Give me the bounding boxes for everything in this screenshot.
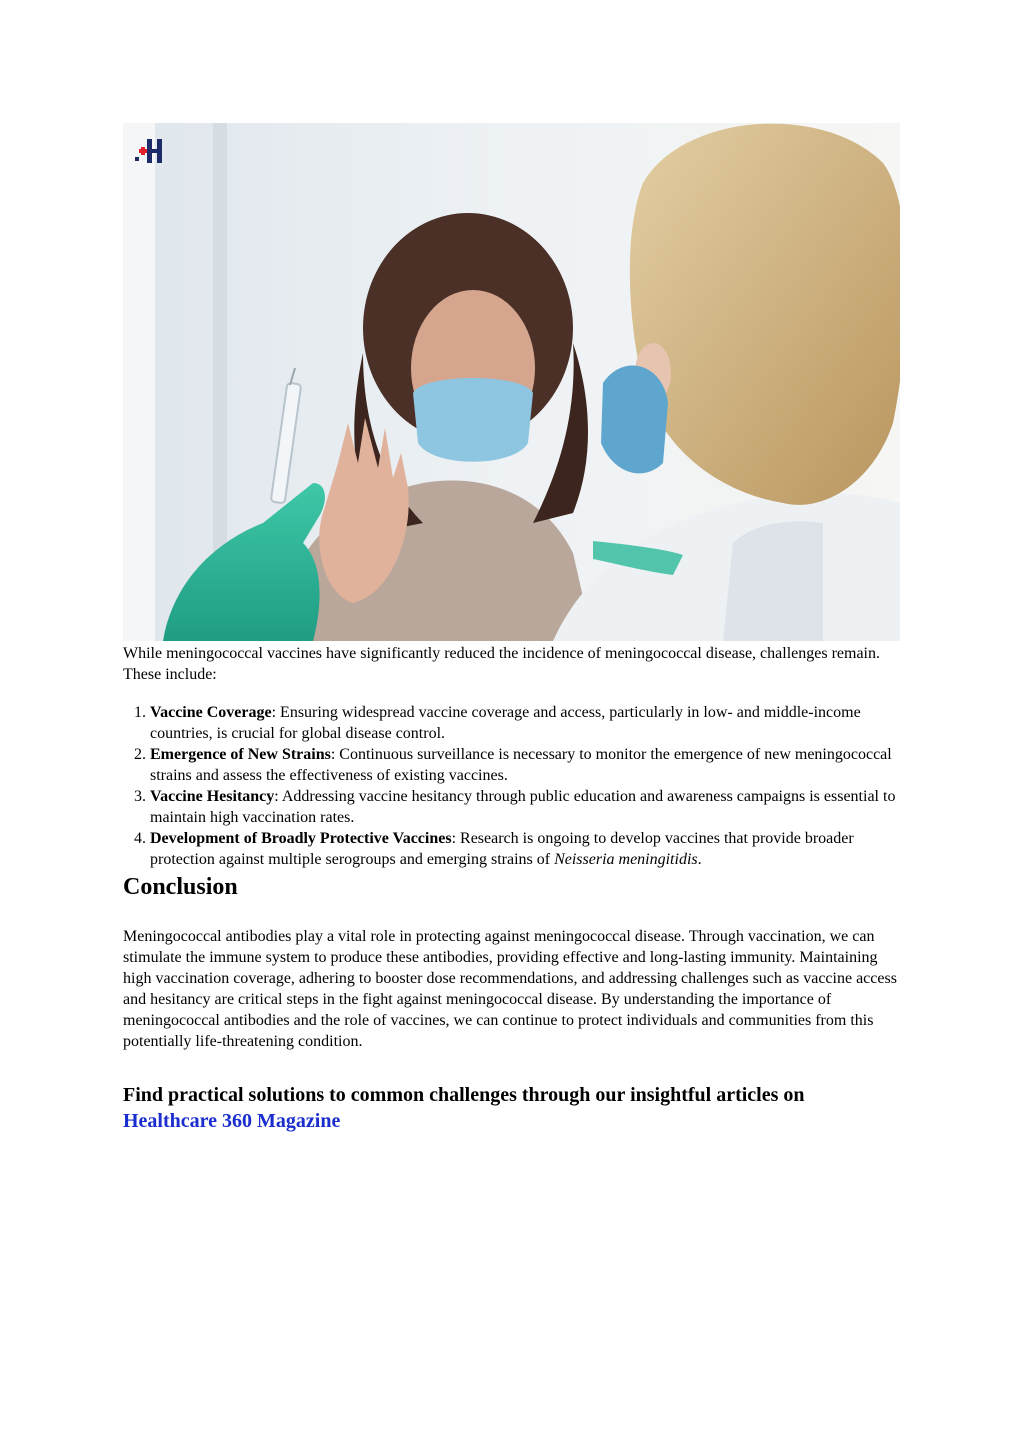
challenge-title: Development of Broadly Protective Vaccines	[150, 830, 452, 847]
healthcare-360-logo-icon	[133, 135, 165, 167]
photo-illustration	[123, 123, 900, 641]
challenge-text: : Ensuring widespread vaccine coverage and access, particularly in low- and middle-income countries, is crucial for global disease control.	[150, 704, 861, 742]
challenge-title: Emergence of New Strains	[150, 746, 331, 763]
challenge-title: Vaccine Coverage	[150, 704, 272, 721]
challenge-text: : Continuous surveillance is necessary to monitor the emergence of new meningococcal strains and assess the effectiveness of existing vaccines.	[150, 746, 892, 784]
cta-paragraph	[123, 1082, 903, 1134]
list-item	[150, 702, 903, 744]
document-page	[123, 123, 903, 1134]
conclusion-paragraph: Meningococcal antibodies play a vital role in protecting against meningococcal disease. Through vaccination, we can stimulate the immune system to produce these antibodies, providing effective and long-lasting immunity. Maintaining high vaccination coverage, adhering to booster dose recommendations, and addressing challenges such as vaccine access and hesitancy are critical steps in the fight against meningococcal disease. By understanding the importance of meningococcal antibodies and the role of vaccines, we can continue to protect individuals and communities from this potentially life-threatening condition.	[123, 928, 897, 1050]
challenge-title: Vaccine Hesitancy	[150, 788, 275, 805]
challenge-text-end: .	[697, 851, 702, 868]
list-item	[150, 786, 903, 828]
challenges-list	[123, 702, 903, 870]
list-item	[150, 828, 903, 870]
vaccine-refusal-photo	[123, 123, 900, 641]
intro-paragraph: While meningococcal vaccines have significantly reduced the incidence of meningococcal disease, challenges remain. These include:	[123, 645, 880, 683]
healthcare-360-magazine-link[interactable]: Healthcare 360 Magazine	[123, 1110, 341, 1132]
challenge-text: : Research is ongoing to develop vaccines that provide broader protection against multiple serogroups and emerging strains of	[150, 830, 854, 868]
conclusion-heading: Conclusion	[123, 874, 238, 900]
list-item	[150, 744, 903, 786]
challenge-text: : Addressing vaccine hesitancy through public education and awareness campaigns is essential to maintain high vaccination rates.	[150, 788, 896, 826]
cta-text: Find practical solutions to common challenges through our insightful articles on	[123, 1084, 805, 1106]
species-name: Neisseria meningitidis	[554, 851, 698, 868]
